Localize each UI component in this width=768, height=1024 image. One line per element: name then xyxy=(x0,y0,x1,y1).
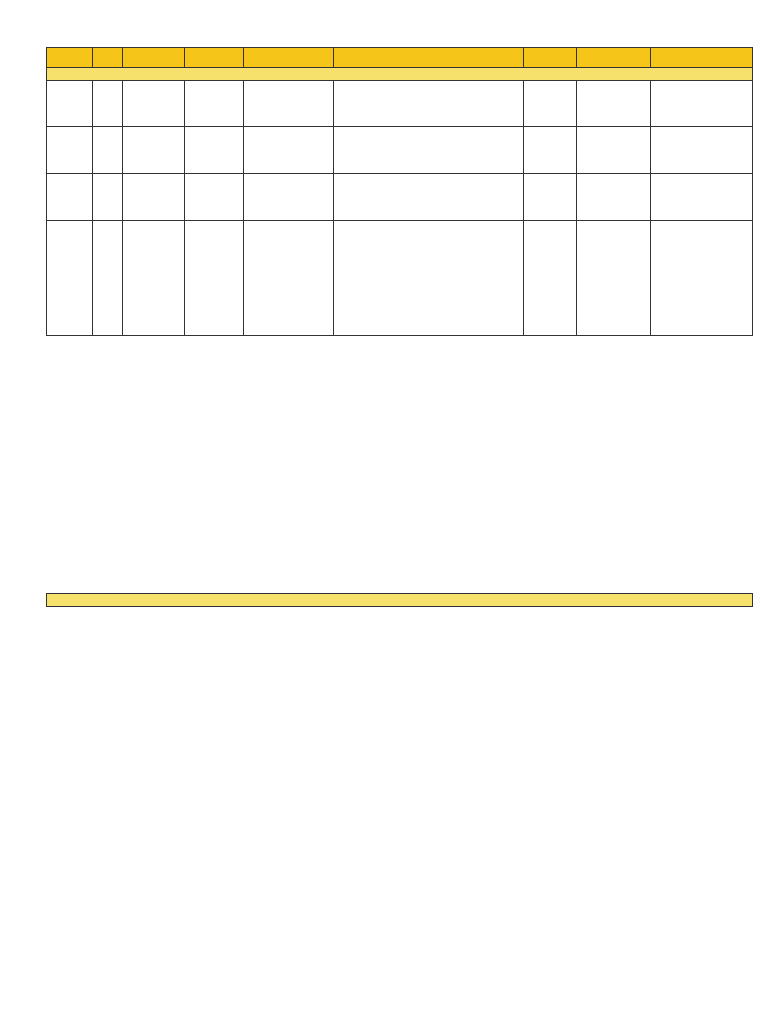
syllabus-cell xyxy=(334,127,524,174)
revision-cell xyxy=(651,81,753,127)
schedule-table xyxy=(46,593,753,607)
col-header xyxy=(524,48,577,68)
col-header xyxy=(47,48,93,68)
subject-title xyxy=(47,594,753,607)
revision-cell xyxy=(651,221,753,336)
subject-row xyxy=(47,68,753,81)
optional-cell xyxy=(524,174,577,221)
mcqs-cell xyxy=(123,127,185,174)
date-cell xyxy=(47,221,93,336)
revision-cell xyxy=(651,174,753,221)
schedule-table xyxy=(46,47,753,336)
answer-writing-cell xyxy=(185,127,244,174)
mcqs-cell xyxy=(123,221,185,336)
subject-row xyxy=(47,594,753,607)
table-row xyxy=(47,174,753,221)
optional-cell xyxy=(524,221,577,336)
table-header-row xyxy=(47,48,753,68)
mcqs-cell xyxy=(123,81,185,127)
hobby-cell xyxy=(577,127,651,174)
day-cell xyxy=(93,221,123,336)
optional-cell xyxy=(524,81,577,127)
hobby-cell xyxy=(577,221,651,336)
current-affairs-cell xyxy=(244,174,334,221)
answer-writing-cell xyxy=(185,81,244,127)
table-row xyxy=(47,221,753,336)
col-header xyxy=(651,48,753,68)
hobby-cell xyxy=(577,81,651,127)
answer-writing-cell xyxy=(185,174,244,221)
revision-cell xyxy=(651,127,753,174)
subject-title xyxy=(47,68,753,81)
current-affairs-cell xyxy=(244,127,334,174)
syllabus-cell xyxy=(334,221,524,336)
hobby-cell xyxy=(577,174,651,221)
col-header xyxy=(93,48,123,68)
day-cell xyxy=(93,174,123,221)
current-affairs-cell xyxy=(244,81,334,127)
table-row xyxy=(47,81,753,127)
current-affairs-cell xyxy=(244,221,334,336)
syllabus-cell xyxy=(334,81,524,127)
col-header xyxy=(334,48,524,68)
date-cell xyxy=(47,174,93,221)
day-cell xyxy=(93,81,123,127)
col-header xyxy=(185,48,244,68)
mcqs-cell xyxy=(123,174,185,221)
col-header xyxy=(577,48,651,68)
col-header xyxy=(244,48,334,68)
date-cell xyxy=(47,127,93,174)
answer-writing-cell xyxy=(185,221,244,336)
syllabus-cell xyxy=(334,174,524,221)
col-header xyxy=(123,48,185,68)
table-row xyxy=(47,127,753,174)
optional-cell xyxy=(524,127,577,174)
date-cell xyxy=(47,81,93,127)
day-cell xyxy=(93,127,123,174)
